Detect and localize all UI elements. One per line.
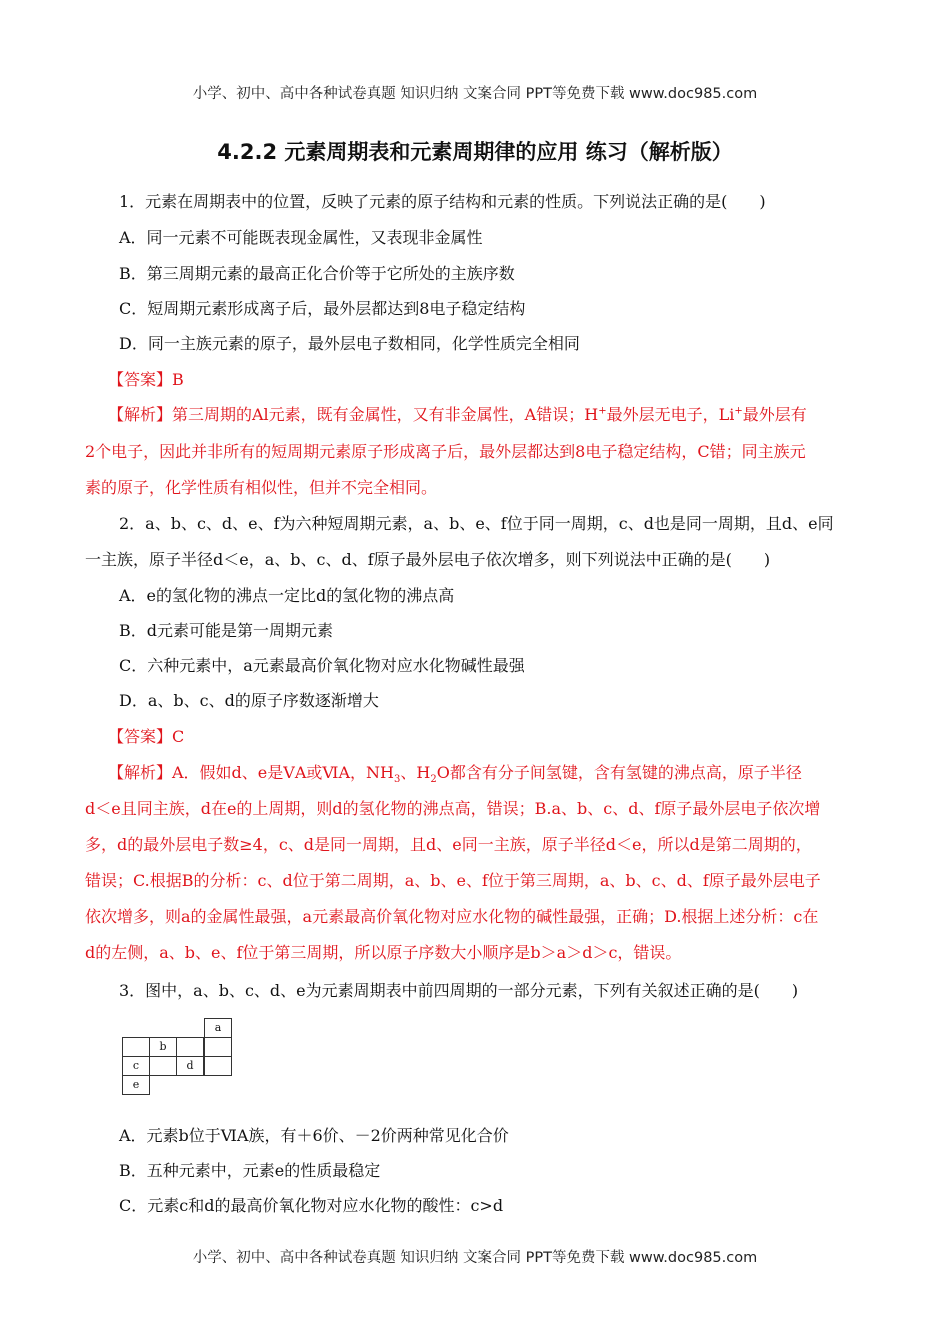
q1-option-d: D．同一主族元素的原子，最外层电子数相同，化学性质完全相同 xyxy=(119,334,580,353)
q2-answer: 【答案】C xyxy=(108,727,185,746)
cell-e: e xyxy=(122,1075,150,1095)
page-header: 小学、初中、高中各种试卷真题 知识归纳 文案合同 PPT等免费下载 www.doc985.com xyxy=(192,86,758,102)
q2-exp-part2: 、H xyxy=(400,763,431,782)
cell-empty xyxy=(204,1037,232,1057)
q1-exp-part3: 最外层有 xyxy=(742,405,807,424)
q2-exp-part3: O都含有分子间氢键，含有氢键的沸点高，原子半径 xyxy=(436,763,802,782)
q3-stem: 3．图中，a、b、c、d、e为元素周期表中前四周期的一部分元素，下列有关叙述正确的是( ) xyxy=(119,981,799,1000)
q2-option-b: B．d元素可能是第一周期元素 xyxy=(119,621,334,640)
q2-option-d: D．a、b、c、d的原子序数逐渐增大 xyxy=(119,691,379,710)
q1-option-c: C．短周期元素形成离子后，最外层都达到8电子稳定结构 xyxy=(119,299,526,318)
q1-option-a: A．同一元素不可能既表现金属性，又表现非金属性 xyxy=(119,228,483,247)
q1-explanation-line2: 2个电子，因此并非所有的短周期元素原子形成离子后，最外层都达到8电子稳定结构，C错；同主族元 xyxy=(85,442,806,461)
subscript-3: 3 xyxy=(393,774,401,786)
cell-b: b xyxy=(149,1037,177,1057)
q2-explanation-line4: 错误；C.根据B的分析：c、d位于第二周期，a、b、e、f位于第三周期，a、b、c、d、f原子最外层电子 xyxy=(85,871,821,890)
cell-d: d xyxy=(176,1056,204,1076)
q2-option-a: A．e的氢化物的沸点一定比d的氢化物的沸点高 xyxy=(119,586,455,605)
q3-option-c: C．元素c和d的最高价氧化物对应水化物的酸性：c>d xyxy=(119,1196,504,1215)
q1-stem: 1．元素在周期表中的位置，反映了元素的原子结构和元素的性质。下列说法正确的是( ) xyxy=(119,192,766,211)
cell-empty xyxy=(149,1056,177,1076)
superscript-plus: + xyxy=(598,405,607,417)
q1-exp-part1: 【解析】第三周期的Al元素，既有金属性，又有非金属性，A错误；H xyxy=(108,405,599,424)
document-title: 4.2.2 元素周期表和元素周期律的应用 练习（解析版） xyxy=(217,140,733,164)
cell-empty xyxy=(122,1037,150,1057)
periodic-table-fragment xyxy=(122,1018,234,1098)
subscript-2: 2 xyxy=(430,774,437,786)
q2-stem-line2: 一主族，原子半径d＜e，a、b、c、d、f原子最外层电子依次增多，则下列说法中正确的是( ) xyxy=(85,550,771,569)
q1-answer: 【答案】B xyxy=(108,370,184,389)
cell-empty xyxy=(176,1037,204,1057)
q2-explanation-line6: d的左侧，a、b、e、f位于第三周期，所以原子序数大小顺序是b＞a＞d＞c，错误。 xyxy=(85,943,682,962)
q1-explanation-line3: 素的原子，化学性质有相似性，但并不完全相同。 xyxy=(85,478,438,497)
q2-option-c: C．六种元素中，a元素最高价氧化物对应水化物碱性最强 xyxy=(119,656,525,675)
q2-explanation-line1 xyxy=(108,762,802,784)
q1-explanation-line1 xyxy=(108,404,807,426)
cell-a: a xyxy=(204,1018,232,1038)
superscript-plus: + xyxy=(734,405,743,417)
q2-explanation-line5: 依次增多，则a的金属性最强，a元素最高价氧化物对应水化物的碱性最强，正确；D.根据上述分析：c在 xyxy=(85,907,819,926)
cell-c: c xyxy=(122,1056,150,1076)
q1-exp-part2: 最外层无电子，Li xyxy=(606,405,735,424)
q2-explanation-line3: 多，d的最外层电子数≥4，c、d是同一周期，且d、e同一主族，原子半径d＜e，所以d是第二周期的， xyxy=(85,835,812,854)
page-footer: 小学、初中、高中各种试卷真题 知识归纳 文案合同 PPT等免费下载 www.doc985.com xyxy=(192,1250,758,1266)
cell-empty xyxy=(204,1056,232,1076)
q3-option-b: B．五种元素中，元素e的性质最稳定 xyxy=(119,1161,381,1180)
q1-option-b: B．第三周期元素的最高正化合价等于它所处的主族序数 xyxy=(119,264,515,283)
q2-explanation-line2: d＜e且同主族，d在e的上周期，则d的氢化物的沸点高，错误；B.a、b、c、d、f原子最外层电子依次增 xyxy=(85,799,821,818)
q2-stem-line1: 2．a、b、c、d、e、f为六种短周期元素，a、b、e、f位于同一周期，c、d也是同一周期，且d、e同 xyxy=(119,514,834,533)
q3-option-a: A．元素b位于ⅥA族，有＋6价、－2价两种常见化合价 xyxy=(119,1126,509,1145)
q2-exp-part1: 【解析】A．假如d、e是ⅤA或ⅥA，NH xyxy=(108,763,394,782)
